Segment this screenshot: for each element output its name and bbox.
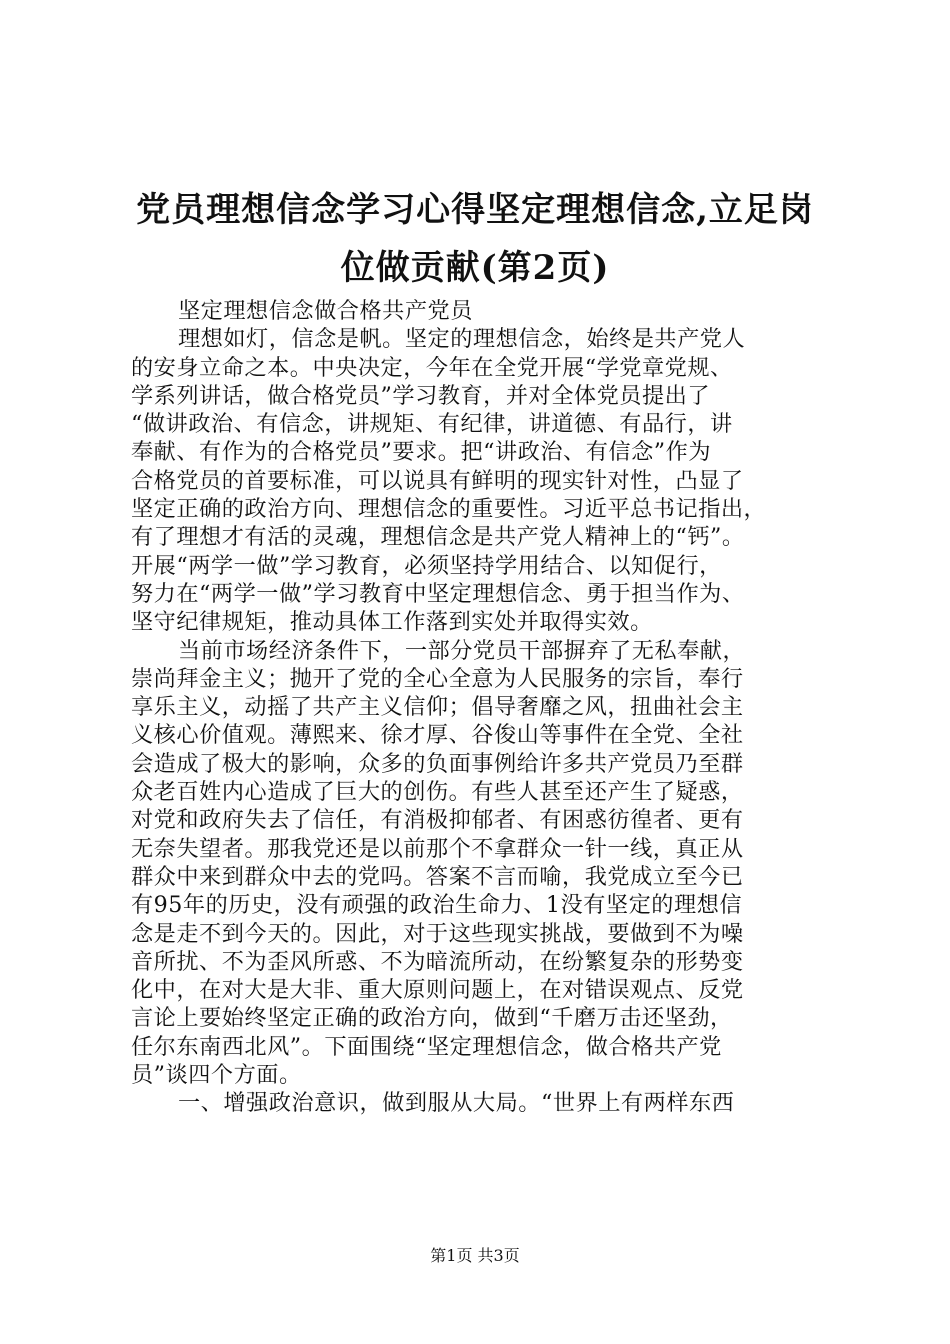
paragraph-line: 学系列讲话，做合格党员”学习教育，并对全体党员提出了	[131, 382, 711, 409]
paragraph-line: 合格党员的首要标准，可以说具有鲜明的现实针对性，凸显了	[131, 467, 744, 494]
paragraph-line: 会造成了极大的影响，众多的负面事例给许多共产党员乃至群	[131, 750, 744, 777]
paragraph-line: 当前市场经济条件下，一部分党员干部摒弃了无私奉献，	[178, 637, 746, 664]
paragraph-line: 言论上要始终坚定正确的政治方向，做到“千磨万击还坚劲，	[131, 1005, 733, 1032]
paragraph-line: 有95年的历史，没有顽强的政治生命力、1没有坚定的理想信	[131, 892, 743, 919]
paragraph-line: 无奈失望者。那我党还是以前那个不拿群众一针一线，真正从	[131, 835, 744, 862]
paragraph-line: 有了理想才有活的灵魂，理想信念是共产党人精神上的“钙”。	[131, 524, 745, 551]
paragraph-line: 坚定正确的政治方向、理想信念的重要性。习近平总书记指出，	[131, 496, 767, 523]
paragraph-line: 员”谈四个方面。	[131, 1062, 302, 1089]
paragraph-line: 理想如灯，信念是帆。坚定的理想信念，始终是共产党人	[178, 326, 746, 353]
paragraph-line: 开展“两学一做”学习教育，必须坚持学用结合、以知促行，	[131, 552, 722, 579]
paragraph-line: 群众中来到群众中去的党吗。答案不言而喻，我党成立至今已	[131, 863, 744, 890]
paragraph-line: 努力在“两学一做”学习教育中坚定理想信念、勇于担当作为、	[131, 580, 745, 607]
paragraph-line: 的安身立命之本。中央决定，今年在全党开展“学党章党规、	[131, 354, 733, 381]
paragraph-line: 享乐主义，动摇了共产主义信仰；倡导奢靡之风，扭曲社会主	[131, 694, 744, 721]
paragraph-line: 坚守纪律规矩，推动具体工作落到实处并取得实效。	[131, 609, 653, 636]
paragraph-line: 一、增强政治意识，做到服从大局。“世界上有两样东西	[178, 1090, 735, 1117]
document-body	[131, 297, 831, 1118]
paragraph-line: 任尔东南西北风”。下面围绕“坚定理想信念，做合格共产党	[131, 1033, 722, 1060]
paragraph-line: 对党和政府失去了信任，有消极抑郁者、有困惑彷徨者、更有	[131, 807, 744, 834]
paragraph-line: 众老百姓内心造成了巨大的创伤。有些人甚至还产生了疑惑，	[131, 779, 744, 806]
page-footer: 第1页 共3页	[430, 1246, 520, 1265]
paragraph-line: 崇尚拜金主义；抛开了党的全心全意为人民服务的宗旨，奉行	[131, 665, 744, 692]
paragraph-line: 义核心价值观。薄熙来、徐才厚、谷俊山等事件在全党、全社	[131, 722, 744, 749]
document-title-line-2: 位做贡献(第2页)	[340, 248, 610, 288]
paragraph-line: “做讲政治、有信念，讲规矩、有纪律，讲道德、有品行，讲	[131, 411, 733, 438]
paragraph-line: 奉献、有作为的合格党员”要求。把“讲政治、有信念”作为	[131, 439, 712, 466]
section-heading: 坚定理想信念做合格共产党员	[178, 298, 473, 324]
paragraph-line: 化中，在对大是大非、重大原则问题上，在对错误观点、反党	[131, 977, 744, 1004]
paragraph-line: 音所扰、不为歪风所惑、不为暗流所动，在纷繁复杂的形势变	[131, 948, 744, 975]
paragraph-line: 念是走不到今天的。因此，对于这些现实挑战，要做到不为噪	[131, 920, 744, 947]
document-title-line-1: 党员理想信念学习心得坚定理想信念,立足岗	[136, 190, 814, 230]
